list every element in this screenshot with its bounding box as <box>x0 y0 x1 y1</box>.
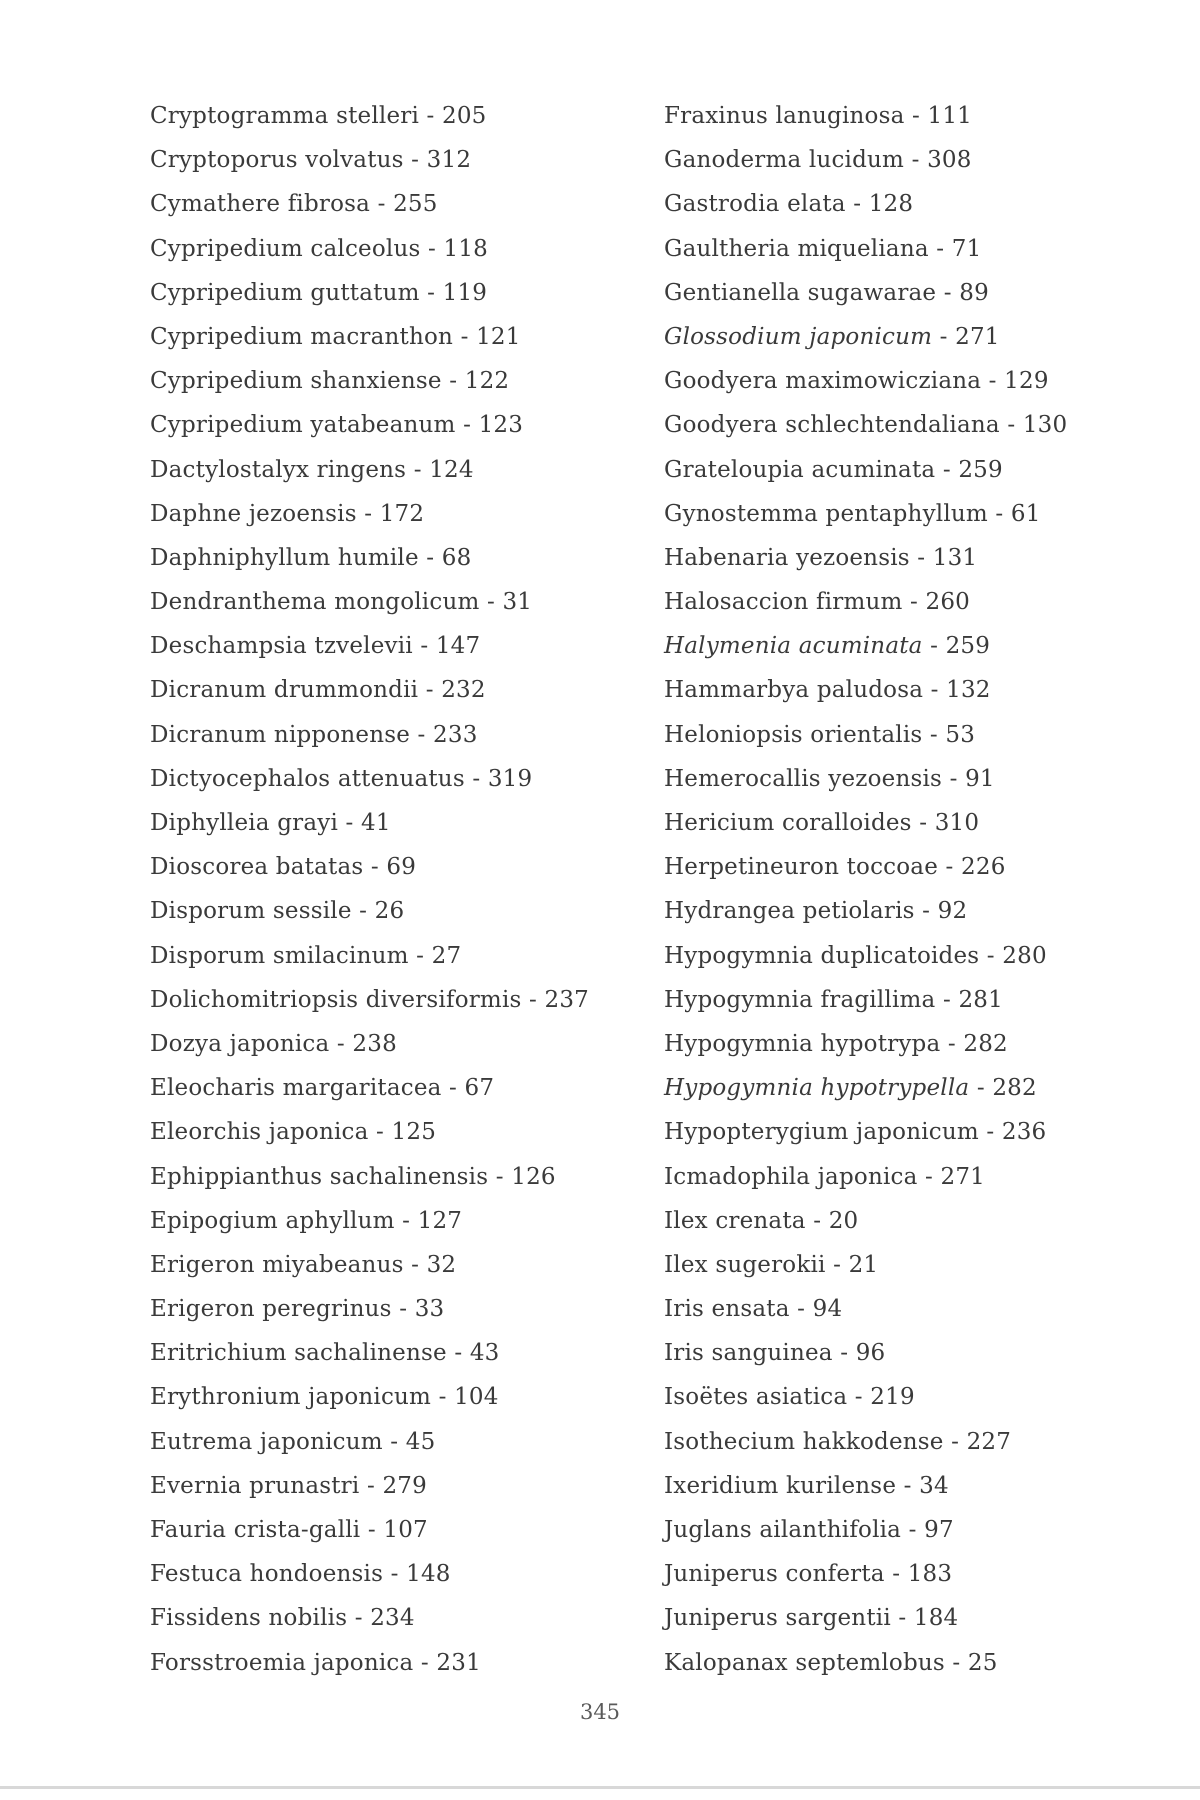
index-entry <box>150 1243 630 1287</box>
entry-page-number: 53 <box>945 721 976 748</box>
species-name: Dicranum nipponense <box>150 721 411 748</box>
entry-page-number: 259 <box>945 633 991 660</box>
entry-separator: - <box>847 1384 871 1411</box>
species-name: Cypripedium macranthon <box>150 323 454 350</box>
index-entry <box>664 1022 1144 1066</box>
index-entry <box>664 1331 1144 1375</box>
entry-page-number: 129 <box>1004 368 1049 395</box>
index-entry <box>664 757 1144 801</box>
entry-separator: - <box>987 500 1011 527</box>
entry-separator: - <box>356 500 380 527</box>
species-name: Erigeron peregrinus <box>150 1296 392 1323</box>
species-name: Goodyera maximowicziana <box>664 368 982 395</box>
index-entry <box>150 1596 630 1640</box>
species-name: Evernia prunastri <box>150 1472 360 1499</box>
index-entry <box>664 668 1144 712</box>
species-name: Hypogymnia hypotrypa <box>664 1030 941 1057</box>
species-name: Hypogymnia fragillima <box>664 986 936 1013</box>
index-entry <box>664 271 1144 315</box>
entry-separator: - <box>383 1561 407 1588</box>
entry-page-number: 104 <box>454 1384 499 1411</box>
entry-page-number: 118 <box>443 235 488 262</box>
index-entry <box>664 536 1144 580</box>
entry-page-number: 271 <box>955 323 1000 350</box>
index-entry <box>664 1287 1144 1331</box>
entry-page-number: 130 <box>1022 412 1068 439</box>
entry-page-number: 45 <box>405 1428 436 1455</box>
entry-separator: - <box>940 1030 964 1057</box>
species-name: Iris ensata <box>664 1296 790 1323</box>
entry-separator: - <box>370 191 394 218</box>
entry-page-number: 259 <box>958 456 1003 483</box>
species-name: Cryptoporus volvatus <box>150 147 404 174</box>
index-entry <box>664 1464 1144 1508</box>
species-name: Ilex sugerokii <box>664 1251 826 1278</box>
index-entry <box>664 448 1144 492</box>
entry-page-number: 312 <box>426 147 472 174</box>
entry-separator: - <box>418 544 442 571</box>
species-name: Glossodium japonicum <box>664 323 933 350</box>
entry-separator: - <box>419 103 443 129</box>
species-name: Forsstroemia japonica <box>150 1649 414 1676</box>
entry-separator: - <box>832 1340 856 1367</box>
index-entry <box>150 1331 630 1375</box>
entry-page-number: 310 <box>934 810 980 836</box>
entry-separator: - <box>999 412 1023 439</box>
species-name: Dendranthema mongolicum <box>150 589 480 616</box>
entry-page-number: 219 <box>870 1384 915 1411</box>
entry-page-number: 260 <box>925 589 970 616</box>
entry-page-number: 125 <box>391 1119 437 1146</box>
species-name: Hypogymnia hypotrypella <box>664 1075 970 1102</box>
entry-separator: - <box>455 412 479 439</box>
index-entry <box>150 1641 630 1685</box>
entry-page-number: 111 <box>927 103 972 129</box>
index-entry <box>664 359 1144 403</box>
entry-page-number: 233 <box>433 721 478 748</box>
entry-separator: - <box>979 942 1003 969</box>
entry-separator: - <box>382 1428 406 1455</box>
species-name: Hericium coralloides <box>664 810 912 836</box>
index-entry <box>150 448 630 492</box>
species-name: Diphylleia grayi <box>150 810 339 836</box>
index-entry <box>150 94 630 138</box>
species-name: Juniperus sargentii <box>664 1605 891 1632</box>
entry-separator: - <box>902 589 926 616</box>
species-name: Grateloupia acuminata <box>664 456 936 483</box>
species-name: Gastrodia elata <box>664 191 846 218</box>
index-entry <box>664 1243 1144 1287</box>
index-entry <box>664 1641 1144 1685</box>
index-entry <box>664 403 1144 447</box>
species-name: Deschampsia tzvelevii <box>150 633 413 660</box>
entry-separator: - <box>845 191 869 218</box>
index-entry <box>664 1552 1144 1596</box>
entry-page-number: 33 <box>414 1296 445 1323</box>
entry-separator: - <box>347 1605 371 1632</box>
entry-separator: - <box>909 544 933 571</box>
entry-page-number: 282 <box>963 1030 1008 1057</box>
entry-separator: - <box>464 765 488 792</box>
index-entry <box>664 1375 1144 1419</box>
entry-separator: - <box>441 1075 465 1102</box>
entry-page-number: 183 <box>907 1561 953 1588</box>
entry-page-number: 124 <box>429 456 474 483</box>
species-name: Eritrichium sachalinense <box>150 1340 447 1367</box>
species-name: Cymathere fibrosa <box>150 191 371 218</box>
index-entry <box>150 1420 630 1464</box>
entry-separator: - <box>479 589 503 616</box>
species-name: Epipogium aphyllum <box>150 1207 395 1234</box>
species-name: Halymenia acuminata <box>664 633 923 660</box>
entry-page-number: 234 <box>370 1605 415 1632</box>
index-entry <box>150 668 630 712</box>
index-entry <box>150 713 630 757</box>
index-entry <box>664 1508 1144 1552</box>
entry-separator: - <box>394 1207 418 1234</box>
entry-page-number: 238 <box>352 1030 397 1057</box>
species-name: Dozya japonica <box>150 1030 330 1057</box>
entry-page-number: 237 <box>544 986 590 1013</box>
entry-separator: - <box>431 1384 455 1411</box>
entry-separator: - <box>403 147 427 174</box>
species-name: Eleocharis margaritacea <box>150 1075 442 1102</box>
entry-separator: - <box>359 1472 383 1499</box>
species-name: Disporum smilacinum <box>150 942 409 969</box>
entry-separator: - <box>932 323 956 350</box>
species-name: Fissidens nobilis <box>150 1605 348 1632</box>
entry-page-number: 128 <box>868 191 914 218</box>
species-name: Halosaccion firmum <box>664 589 903 616</box>
entry-page-number: 123 <box>478 412 524 439</box>
entry-separator: - <box>351 898 375 925</box>
entry-page-number: 71 <box>951 235 982 262</box>
page-bottom-edge <box>0 1786 1200 1789</box>
entry-page-number: 132 <box>946 677 991 704</box>
index-entry <box>664 1066 1144 1110</box>
entry-separator: - <box>928 235 952 262</box>
index-entry <box>150 757 630 801</box>
index-entry <box>664 889 1144 933</box>
species-name: Festuca hondoensis <box>150 1561 384 1588</box>
index-entry <box>150 1199 630 1243</box>
entry-page-number: 91 <box>965 765 995 792</box>
entry-page-number: 279 <box>382 1472 427 1499</box>
species-name: Cypripedium calceolus <box>150 235 421 262</box>
index-entry <box>150 624 630 668</box>
entry-page-number: 232 <box>441 677 486 704</box>
species-name: Heloniopsis orientalis <box>664 721 923 748</box>
entry-separator: - <box>901 1517 925 1543</box>
index-entry <box>664 1596 1144 1640</box>
index-entry <box>150 315 630 359</box>
species-name: Ephippianthus sachalinensis <box>150 1163 489 1190</box>
entry-separator: - <box>890 1605 914 1632</box>
species-name: Habenaria yezoensis <box>664 544 910 571</box>
entry-separator: - <box>410 721 434 748</box>
entry-separator: - <box>406 456 430 483</box>
entry-separator: - <box>789 1296 813 1323</box>
species-name: Gentianella sugawarae <box>664 279 937 306</box>
entry-page-number: 148 <box>406 1561 451 1588</box>
entry-separator: - <box>923 677 947 704</box>
species-name: Ganoderma lucidum <box>664 147 905 174</box>
species-name: Erigeron miyabeanus <box>150 1251 404 1278</box>
entry-page-number: 231 <box>436 1649 481 1676</box>
entry-separator: - <box>904 103 928 129</box>
species-name: Isothecium hakkodense <box>664 1428 944 1455</box>
entry-separator: - <box>884 1561 908 1588</box>
page-number: 345 <box>579 1700 621 1724</box>
entry-separator: - <box>917 1163 941 1190</box>
index-entry <box>664 227 1144 271</box>
entry-page-number: 89 <box>959 279 989 306</box>
species-name: Dolichomitriopsis diversiformis <box>150 986 522 1013</box>
entry-page-number: 107 <box>383 1517 428 1543</box>
entry-separator: - <box>368 1119 392 1146</box>
index-entry <box>150 978 630 1022</box>
entry-page-number: 34 <box>919 1472 949 1499</box>
entry-page-number: 172 <box>379 500 425 527</box>
entry-separator: - <box>904 147 928 174</box>
entry-page-number: 127 <box>417 1207 463 1234</box>
index-entry <box>150 1022 630 1066</box>
index-entry <box>664 978 1144 1022</box>
index-entry <box>150 403 630 447</box>
entry-separator: - <box>943 1428 967 1455</box>
index-entry <box>664 1199 1144 1243</box>
species-name: Icmadophila japonica <box>664 1163 918 1190</box>
species-name: Herpetineuron toccoae <box>664 854 939 881</box>
entry-page-number: 147 <box>435 633 481 660</box>
index-entry <box>150 1110 630 1154</box>
entry-separator: - <box>363 854 387 881</box>
species-name: Cypripedium yatabeanum <box>150 412 456 439</box>
entry-page-number: 227 <box>966 1428 1012 1455</box>
species-name: Daphne jezoensis <box>150 500 357 527</box>
index-entry <box>150 1552 630 1596</box>
index-entry <box>664 138 1144 182</box>
entry-page-number: 43 <box>469 1340 500 1367</box>
entry-page-number: 281 <box>958 986 1003 1013</box>
species-name: Cypripedium shanxiense <box>150 368 442 395</box>
entry-separator: - <box>521 986 545 1013</box>
entry-separator: - <box>911 810 935 836</box>
entry-separator: - <box>935 986 959 1013</box>
index-entry <box>664 315 1144 359</box>
entry-separator: - <box>419 279 443 306</box>
entry-separator: - <box>413 1649 437 1676</box>
index-entry <box>150 1155 630 1199</box>
index-entry <box>664 1420 1144 1464</box>
entry-page-number: 92 <box>937 898 968 925</box>
entry-separator: - <box>805 1207 829 1234</box>
index-entry <box>664 182 1144 226</box>
entry-page-number: 126 <box>511 1163 556 1190</box>
entry-page-number: 31 <box>502 589 533 616</box>
entry-page-number: 122 <box>464 368 510 395</box>
entry-separator: - <box>446 1340 470 1367</box>
index-column-left <box>150 94 630 1685</box>
index-entry <box>150 536 630 580</box>
entry-separator: - <box>981 368 1005 395</box>
entry-page-number: 27 <box>431 942 462 969</box>
index-entry <box>664 94 1144 138</box>
index-entry <box>150 492 630 536</box>
species-name: Eutrema japonicum <box>150 1428 383 1455</box>
entry-separator: - <box>938 854 962 881</box>
species-name: Hypogymnia duplicatoides <box>664 942 980 969</box>
species-name: Erythronium japonicum <box>150 1384 432 1411</box>
entry-page-number: 26 <box>374 898 405 925</box>
entry-separator: - <box>391 1296 415 1323</box>
entry-separator: - <box>441 368 465 395</box>
entry-page-number: 121 <box>476 323 521 350</box>
index-entry <box>150 182 630 226</box>
index-entry <box>150 1508 630 1552</box>
entry-page-number: 255 <box>393 191 438 218</box>
species-name: Dioscorea batatas <box>150 854 364 881</box>
species-name: Gaultheria miqueliana <box>664 235 929 262</box>
entry-separator: - <box>978 1119 1002 1146</box>
entry-page-number: 69 <box>386 854 417 881</box>
species-name: Hammarbya paludosa <box>664 677 924 704</box>
index-entry <box>150 1066 630 1110</box>
entry-separator: - <box>412 633 436 660</box>
entry-separator: - <box>896 1472 920 1499</box>
species-name: Dactylostalyx ringens <box>150 456 407 483</box>
entry-separator: - <box>488 1163 512 1190</box>
index-column-right <box>664 94 1144 1685</box>
entry-page-number: 25 <box>967 1649 998 1676</box>
index-entry <box>664 801 1144 845</box>
entry-separator: - <box>944 1649 968 1676</box>
species-name: Hemerocallis yezoensis <box>664 765 943 792</box>
entry-page-number: 96 <box>855 1340 886 1367</box>
species-name: Eleorchis japonica <box>150 1119 369 1146</box>
index-entry <box>150 1287 630 1331</box>
species-name: Juglans ailanthifolia <box>664 1517 902 1543</box>
index-entry <box>150 1464 630 1508</box>
entry-page-number: 68 <box>441 544 472 571</box>
entry-page-number: 131 <box>932 544 978 571</box>
index-entry <box>150 271 630 315</box>
species-name: Iris sanguinea <box>664 1340 833 1367</box>
entry-page-number: 280 <box>1002 942 1047 969</box>
species-name: Fauria crista-galli <box>150 1517 361 1543</box>
species-name: Cryptogramma stelleri <box>150 103 420 129</box>
species-name: Daphniphyllum humile <box>150 544 419 571</box>
entry-page-number: 205 <box>442 103 487 129</box>
entry-page-number: 236 <box>1001 1119 1047 1146</box>
entry-separator: - <box>825 1251 849 1278</box>
entry-page-number: 184 <box>913 1605 959 1632</box>
entry-separator: - <box>403 1251 427 1278</box>
species-name: Juniperus conferta <box>664 1561 885 1588</box>
index-entry <box>150 580 630 624</box>
species-name: Disporum sessile <box>150 898 352 925</box>
index-entry <box>664 1155 1144 1199</box>
entry-separator: - <box>360 1517 384 1543</box>
species-name: Fraxinus lanuginosa <box>664 103 905 129</box>
index-entry <box>664 1110 1144 1154</box>
entry-page-number: 97 <box>924 1517 954 1543</box>
entry-page-number: 32 <box>426 1251 457 1278</box>
entry-separator: - <box>418 677 442 704</box>
entry-page-number: 20 <box>828 1207 859 1234</box>
species-name: Gynostemma pentaphyllum <box>664 500 988 527</box>
entry-separator: - <box>922 633 946 660</box>
species-name: Dicranum drummondii <box>150 677 419 704</box>
index-entry <box>150 1375 630 1419</box>
entry-separator: - <box>936 279 960 306</box>
entry-page-number: 41 <box>361 810 391 836</box>
entry-page-number: 119 <box>442 279 488 306</box>
species-name: Kalopanax septemlobus <box>664 1649 945 1676</box>
entry-page-number: 67 <box>464 1075 495 1102</box>
entry-separator: - <box>969 1075 993 1102</box>
entry-page-number: 61 <box>1010 500 1041 527</box>
entry-page-number: 282 <box>992 1075 1037 1102</box>
species-name: Goodyera schlechtendaliana <box>664 412 1000 439</box>
entry-separator: - <box>453 323 477 350</box>
entry-separator: - <box>408 942 432 969</box>
entry-separator: - <box>338 810 362 836</box>
index-entry <box>664 845 1144 889</box>
index-entry <box>150 889 630 933</box>
index-entry <box>150 845 630 889</box>
index-entry <box>664 713 1144 757</box>
index-entry <box>664 934 1144 978</box>
entry-separator: - <box>420 235 444 262</box>
species-name: Hypopterygium japonicum <box>664 1119 979 1146</box>
entry-page-number: 271 <box>940 1163 986 1190</box>
entry-page-number: 319 <box>487 765 533 792</box>
index-entry <box>150 934 630 978</box>
species-name: Dictyocephalos attenuatus <box>150 765 465 792</box>
entry-separator: - <box>914 898 938 925</box>
entry-page-number: 226 <box>961 854 1006 881</box>
entry-page-number: 94 <box>812 1296 843 1323</box>
entry-page-number: 308 <box>927 147 972 174</box>
entry-separator: - <box>942 765 966 792</box>
index-entry <box>150 359 630 403</box>
entry-separator: - <box>329 1030 353 1057</box>
index-entry <box>150 138 630 182</box>
entry-separator: - <box>922 721 946 748</box>
index-entry <box>664 580 1144 624</box>
entry-page-number: 21 <box>848 1251 879 1278</box>
entry-separator: - <box>935 456 959 483</box>
species-name: Ilex crenata <box>664 1207 806 1234</box>
index-entry <box>150 227 630 271</box>
index-entry <box>664 492 1144 536</box>
species-name: Ixeridium kurilense <box>664 1472 897 1499</box>
species-name: Hydrangea petiolaris <box>664 898 915 925</box>
index-entry <box>664 624 1144 668</box>
index-entry <box>150 801 630 845</box>
species-name: Cypripedium guttatum <box>150 279 420 306</box>
species-name: Isoëtes asiatica <box>664 1384 848 1411</box>
